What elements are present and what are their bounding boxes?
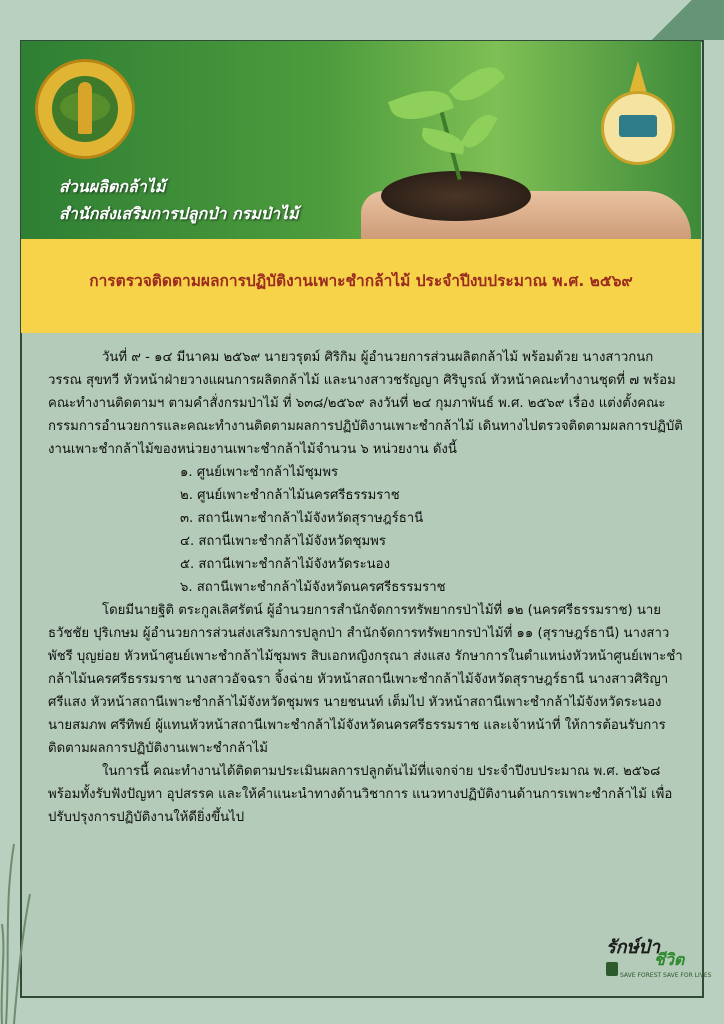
banner-line-2: สำนักส่งเสริมการปลูกป่า กรมป่าไม้ — [59, 204, 299, 223]
paragraph-2: โดยมีนายฐิติ ตระกูลเลิศรัตน์ ผู้อำนวยการสำนักจัดการทรัพยากรป่าไม้ที่ ๑๒ (นครศรีธรรมราช) นายธวัชชัย ปุริเกษม ผู้อำนวยการส่วนส่งเสริมการปลูกป่า สำนักจัดการทรัพยากรป่าไม้ที่ ๑๑ (สุราษฎร์ธานี) นางสาวพัชรี บุญย่อย หัวหน้าศูนย์เพาะชำกล้าไม้ชุมพร สิบเอกหญิงกรุณา ส่งแสง รักษาการในตำแหน่งหัวหน้าศูนย์เพาะชำกล้าไม้นครศรีธรรมราช นางสาวอัจฉรา จิ้งฉ่าย หัวหน้าสถานีเพาะชำกล้าไม้จังหวัดสุราษฎร์ธานี นางสาวศิริญา ศรีแสง หัวหน้าสถานีเพาะชำกล้าไม้จังหวัดชุมพร นายชนนท์ เต็มไป หัวหน้าสถานีเพาะชำกล้าไม้จังหวัดระนอง นายสมภพ ศรีทิพย์ ผู้แทนหัวหน้าสถานีเพาะชำกล้าไม้จังหวัดนครศรีธรรมราช และเจ้าหน้าที่ ให้การต้อนรับการติดตามผลการปฏิบัติงานเพาะชำกล้าไม้ — [48, 603, 683, 756]
royal-forest-department-logo-icon — [35, 59, 135, 159]
list-item: ๑. ศูนย์เพาะชำกล้าไม้ชุมพร — [180, 465, 339, 480]
banner-title — [59, 173, 299, 227]
list-item: ๓. สถานีเพาะชำกล้าไม้จังหวัดสุราษฎร์ธานี — [180, 511, 424, 526]
corner-decoration — [644, 0, 724, 40]
campaign-slogan: SAVE FOREST SAVE FOR LIVES — [620, 972, 712, 979]
list-item: ๖. สถานีเพาะชำกล้าไม้จังหวัดนครศรีธรรมราช — [180, 580, 446, 595]
headline-text: การตรวจติดตามผลการปฏิบัติงานเพาะชำกล้าไม้ ประจำปีงบประมาณ พ.ศ. ๒๕๖๙ — [89, 271, 633, 290]
header-banner — [21, 41, 701, 239]
campaign-word-2: ชีวิต — [654, 950, 685, 969]
lock-icon — [606, 962, 618, 976]
grass-decoration-icon — [0, 784, 40, 1024]
list-item: ๕. สถานีเพาะชำกล้าไม้จังหวัดระนอง — [180, 557, 391, 572]
headline-box — [21, 239, 701, 333]
campaign-logo — [606, 932, 712, 988]
document-body — [48, 346, 684, 829]
list-item: ๔. สถานีเพาะชำกล้าไม้จังหวัดชุมพร — [180, 534, 386, 549]
unit-list — [48, 461, 684, 599]
banner-line-1: ส่วนผลิตกล้าไม้ — [59, 177, 166, 196]
list-item: ๒. ศูนย์เพาะชำกล้าไม้นครศรีธรรมราช — [180, 488, 400, 503]
paragraph-1: วันที่ ๙ - ๑๔ มีนาคม ๒๕๖๙ นายวรุตม์ ศิริกิม ผู้อำนวยการส่วนผลิตกล้าไม้ พร้อมด้วย นางสาวกนกวรรณ สุขทวี หัวหน้าฝ่ายวางแผนการผลิตกล้าไม้ และนางสาวชรัญญา ศิริบูรณ์ หัวหน้าคณะทำงานชุดที่ ๗ พร้อมคณะทำงานติดตามฯ ตามคำสั่งกรมป่าไม้ ที่ ๖๓๘/๒๕๖๙ ลงวันที่ ๒๔ กุมภาพันธ์ พ.ศ. ๒๕๖๙ เรื่อง แต่งตั้งคณะกรรมการอำนวยการและคณะทำงานติดตามผลการปฏิบัติงานเพาะชำกล้าไม้ เดินทางไปตรวจติดตามผลการปฏิบัติงานเพาะชำกล้าไม้ของหน่วยงานเพาะชำกล้าไม้จำนวน ๖ หน่วยงาน ดังนี้ — [48, 350, 683, 457]
agency-emblem-icon — [595, 61, 681, 173]
campaign-word-1: รักษ์ป่า — [606, 937, 660, 958]
paragraph-3: ในการนี้ คณะทำงานได้ติดตามประเมินผลการปลูกต้นไม้ที่แจกจ่าย ประจำปีงบประมาณ พ.ศ. ๒๕๖๘ พร้อมทั้งรับฟังปัญหา อุปสรรค และให้คำแนะนำทางด้านวิชาการ แนวทางปฏิบัติงานด้านการเพาะชำกล้าไม้ เพื่อปรับปรุงการปฏิบัติงานให้ดียิ่งขึ้นไป — [48, 764, 673, 825]
